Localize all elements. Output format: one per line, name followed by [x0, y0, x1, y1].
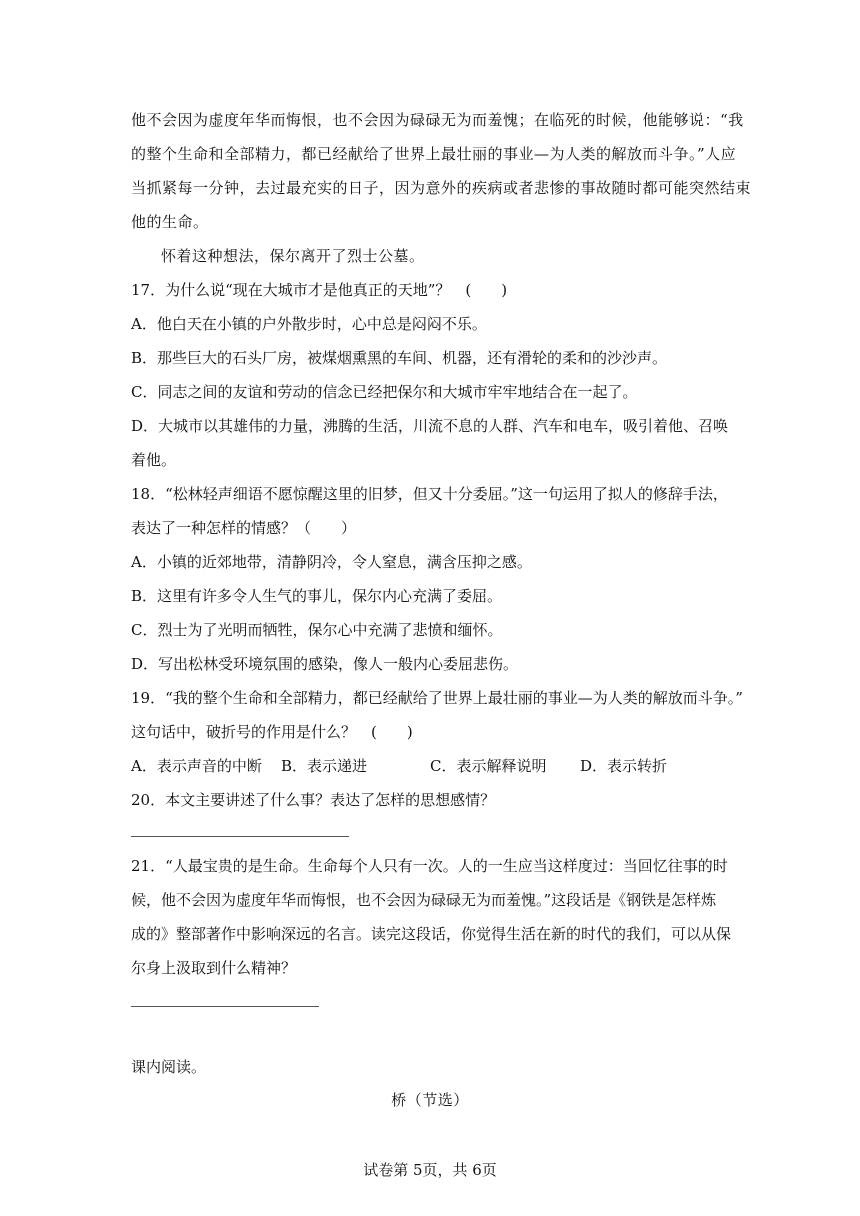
- question-19-stem-2: 这句话中，破折号的作用是什么？ ( ): [131, 723, 413, 741]
- question-19-stem-1: 19．“我的整个生命和全部精力，都已经献给了世界上最壮丽的事业—为人类的解放而斗争。”: [131, 689, 743, 707]
- page-footer: 试卷第 5页，共 6页: [363, 1161, 497, 1179]
- passage-line-1: 他不会因为虚度年华而悔恨，也不会因为碌碌无为而羞愧；在临死的时候，他能够说：“我: [131, 111, 744, 129]
- question-21-line-2: 候，他不会因为虚度年华而悔恨，也不会因为碌碌无为而羞愧。”这段话是《钢铁是怎样炼: [131, 891, 717, 909]
- question-19-option-c: C．表示解释说明: [430, 757, 547, 775]
- question-18-option-c: C．烈士为了光明而牺牲，保尔心中充满了悲愤和缅怀。: [131, 621, 503, 639]
- passage-line-4: 他的生命。: [131, 213, 209, 231]
- question-18-stem-2: 表达了一种怎样的情感？（ ）: [131, 519, 357, 537]
- section-title: 桥（节选）: [391, 1091, 469, 1109]
- question-21-line-4: 尔身上汲取到什么精神？: [131, 959, 297, 977]
- question-19-option-b: B．表示递进: [281, 757, 368, 775]
- question-17-option-c: C．同志之间的友谊和劳动的信念已经把保尔和大城市牢牢地结合在一起了。: [131, 383, 638, 401]
- question-18-option-b: B．这里有许多令人生气的事儿，保尔内心充满了委屈。: [131, 587, 503, 605]
- question-18-stem-1: 18．“松林轻声细语不愿惊醒这里的旧梦，但又十分委屈。”这一句运用了拟人的修辞手法，: [131, 485, 728, 503]
- question-17-option-d: D．大城市以其雄伟的力量，沸腾的生活，川流不息的人群、汽车和电车，吸引着他、召唤: [131, 417, 729, 435]
- question-17-option-b: B．那些巨大的石头厂房，被煤烟熏黑的车间、机器，还有滑轮的柔和的沙沙声。: [131, 349, 668, 367]
- passage-line-2: 的整个生命和全部精力，都已经献给了世界上最壮丽的事业—为人类的解放而斗争。”人应: [131, 145, 737, 163]
- question-21-line-1: 21．“人最宝贵的是生命。生命每个人只有一次。人的一生应当这样度过：当回忆往事的时: [131, 857, 728, 875]
- passage-line-3: 当抓紧每一分钟，去过最充实的日子，因为意外的疾病或者悲惨的事故随时都可能突然结束: [131, 179, 752, 197]
- question-19-option-a: A．表示声音的中断: [131, 757, 262, 775]
- question-17-stem: 17．为什么说“现在大城市才是他真正的天地”？ ( ): [131, 281, 508, 299]
- question-20-stem: 20．本文主要讲述了什么事？表达了怎样的思想感情？: [131, 791, 496, 809]
- question-18-option-a: A．小镇的近郊地带，清静阴冷，令人窒息，满含压抑之感。: [131, 553, 532, 571]
- question-20-answer-line[interactable]: [131, 836, 349, 837]
- question-21-line-3: 成的》整部著作中影响深远的名言。读完这段话，你觉得生活在新的时代的我们，可以从保: [131, 925, 732, 943]
- section-label: 课内阅读。: [131, 1058, 207, 1076]
- question-17-option-a: A．他白天在小镇的户外散步时，心中总是闷闷不乐。: [131, 315, 487, 333]
- passage-closing: 怀着这种想法，保尔离开了烈士公墓。: [161, 247, 425, 265]
- question-19-option-d: D．表示转折: [580, 757, 668, 775]
- question-18-option-d: D．写出松林受环境氛围的感染，像人一般内心委屈悲伤。: [131, 655, 519, 673]
- question-17-option-d-cont: 着他。: [131, 451, 177, 469]
- question-19-options: [131, 756, 667, 776]
- question-21-answer-line[interactable]: [131, 1006, 319, 1007]
